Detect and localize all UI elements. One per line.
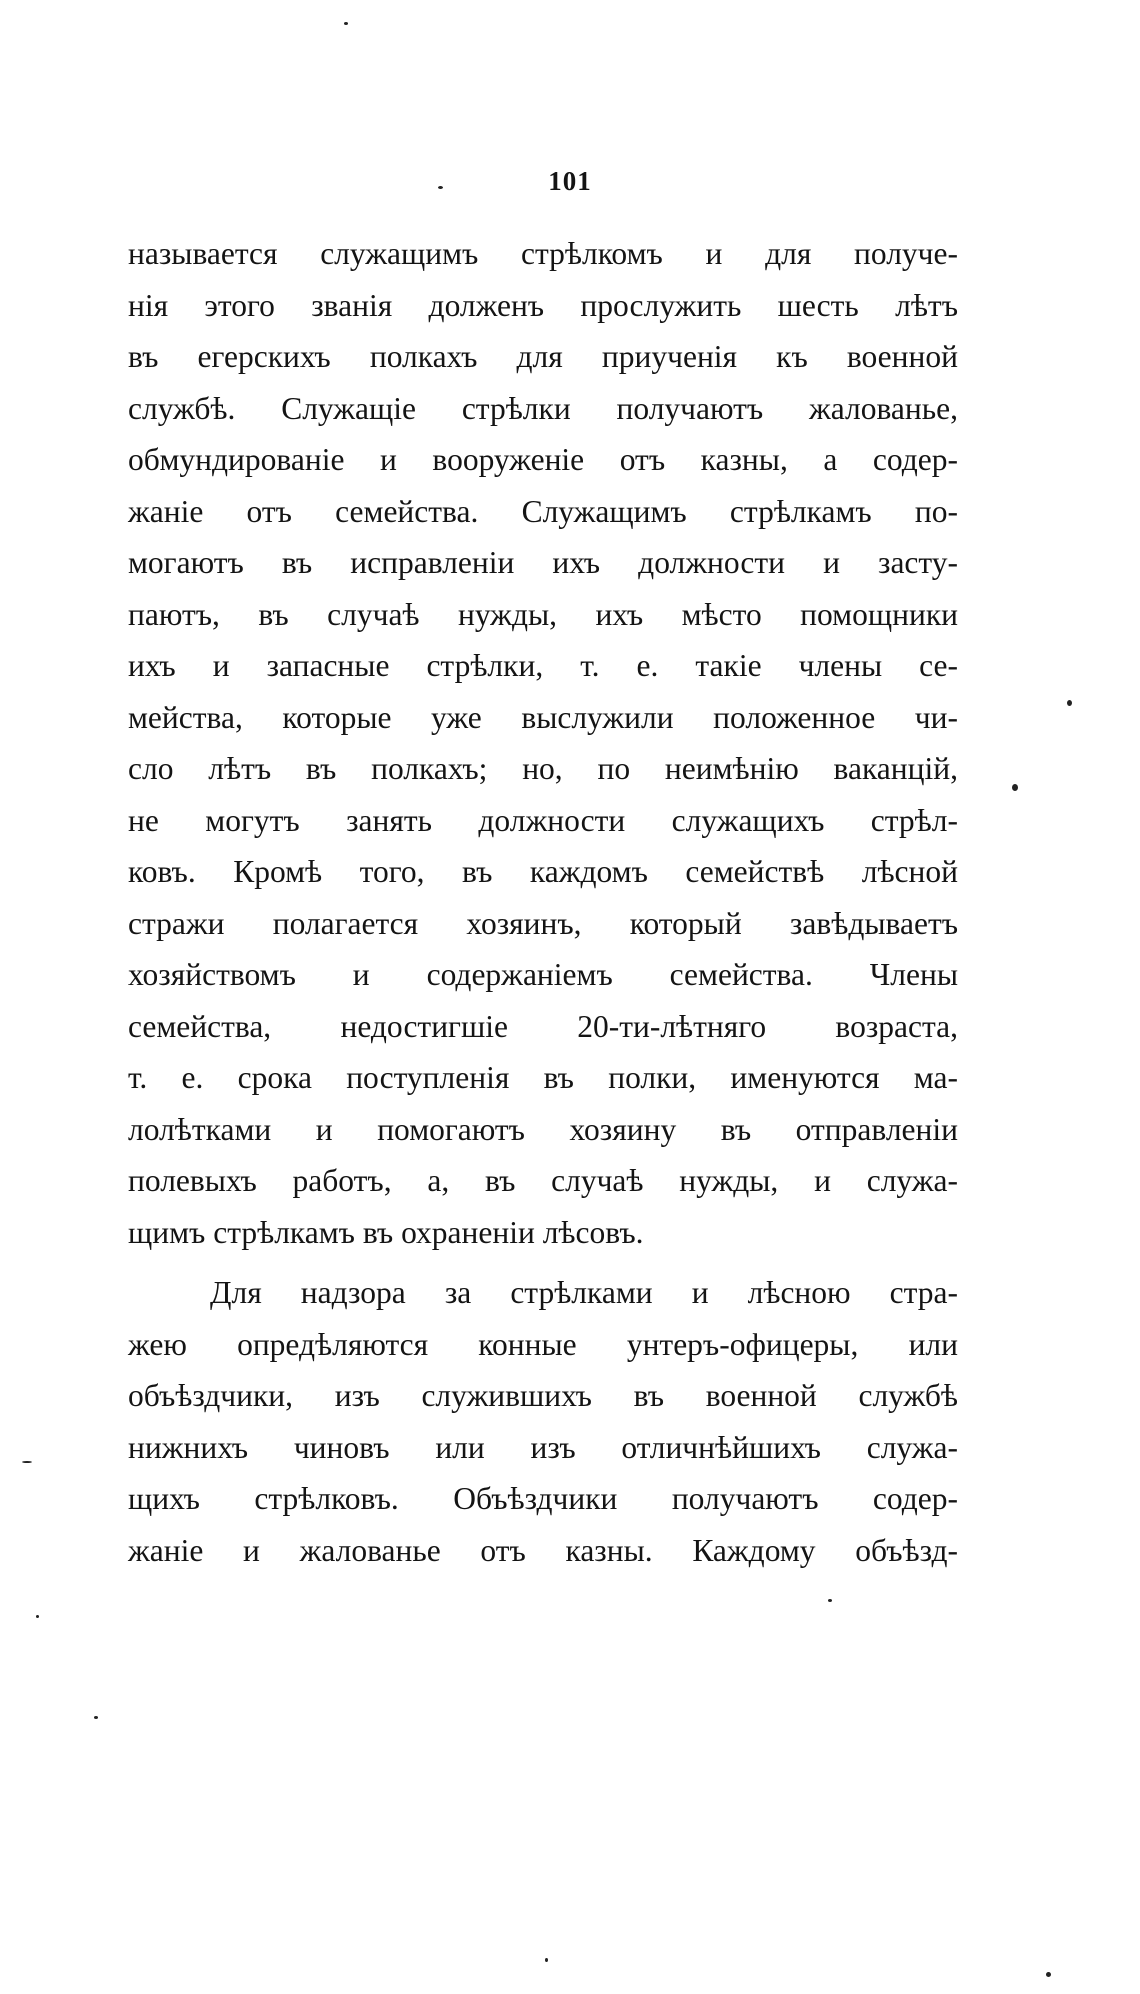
text-line: паютъ, въ случаѣ нужды, ихъ мѣсто помощники <box>128 596 958 632</box>
text-line: могаютъ въ исправленіи ихъ должности и засту- <box>128 545 958 580</box>
page-number: 101 <box>548 166 592 196</box>
scan-speck <box>545 1958 548 1962</box>
paragraph-2 <box>128 1267 958 1576</box>
text-line: сло лѣтъ въ полкахъ; но, по неимѣнію ваканцій, <box>128 751 958 786</box>
text-line: ковъ. Кромѣ того, въ каждомъ семействѣ лѣсной <box>128 854 958 889</box>
text-line: называется служащимъ стрѣлкомъ и для получе- <box>128 236 958 271</box>
text-line: семейства, недостигшіе 20-ти-лѣтняго возраста, <box>128 1008 958 1044</box>
text-line: жаніе отъ семейства. Служащимъ стрѣлкамъ по- <box>128 493 958 529</box>
text-line: службѣ. Служащіе стрѣлки получаютъ жалованье, <box>128 390 958 426</box>
scan-speck <box>36 1615 39 1618</box>
scan-speck <box>828 1599 832 1602</box>
paragraph-1 <box>128 228 958 1258</box>
text-line: Для надзора за стрѣлками и лѣсною стра- <box>210 1275 958 1310</box>
scan-speck <box>438 186 443 189</box>
scan-speck <box>22 1461 32 1463</box>
text-line: нижнихъ чиновъ или изъ отличнѣйшихъ служа- <box>128 1429 958 1465</box>
body-text <box>128 228 958 1576</box>
text-line: полевыхъ работъ, а, въ случаѣ нужды, и служа- <box>128 1163 958 1198</box>
scan-speck <box>344 22 348 25</box>
text-line: не могутъ занять должности служащихъ стрѣл- <box>128 802 958 838</box>
scan-speck <box>1012 784 1018 791</box>
text-line: обмундированіе и вооруженіе отъ казны, а содер- <box>128 442 958 477</box>
text-line: мейства, которые уже выслужили положенное чи- <box>128 699 958 735</box>
scan-speck <box>1067 700 1072 706</box>
text-line: т. е. срока поступленія въ полки, именуются ма- <box>128 1060 958 1095</box>
scan-speck <box>1046 1972 1051 1977</box>
text-line: жею опредѣляются конные унтеръ-офицеры, или <box>128 1326 958 1362</box>
text-line: хозяйствомъ и содержаніемъ семейства. Члены <box>128 957 958 992</box>
text-line: объѣздчики, изъ служившихъ въ военной службѣ <box>128 1378 958 1413</box>
text-line: стражи полагается хозяинъ, который завѣдываетъ <box>128 905 958 941</box>
text-line: жаніе и жалованье отъ казны. Каждому объѣзд- <box>128 1532 958 1568</box>
text-line: нія этого званія долженъ прослужить шесть лѣтъ <box>128 287 958 323</box>
text-line: щихъ стрѣлковъ. Объѣздчики получаютъ содер- <box>128 1481 958 1516</box>
scan-speck <box>94 1716 98 1719</box>
text-line: щимъ стрѣлкамъ въ охраненіи лѣсовъ. <box>128 1214 644 1250</box>
text-line: ихъ и запасные стрѣлки, т. е. такіе члены се- <box>128 648 958 683</box>
text-line: лолѣтками и помогаютъ хозяину въ отправленіи <box>128 1111 958 1147</box>
text-line: въ егерскихъ полкахъ для приученія къ военной <box>128 339 958 374</box>
